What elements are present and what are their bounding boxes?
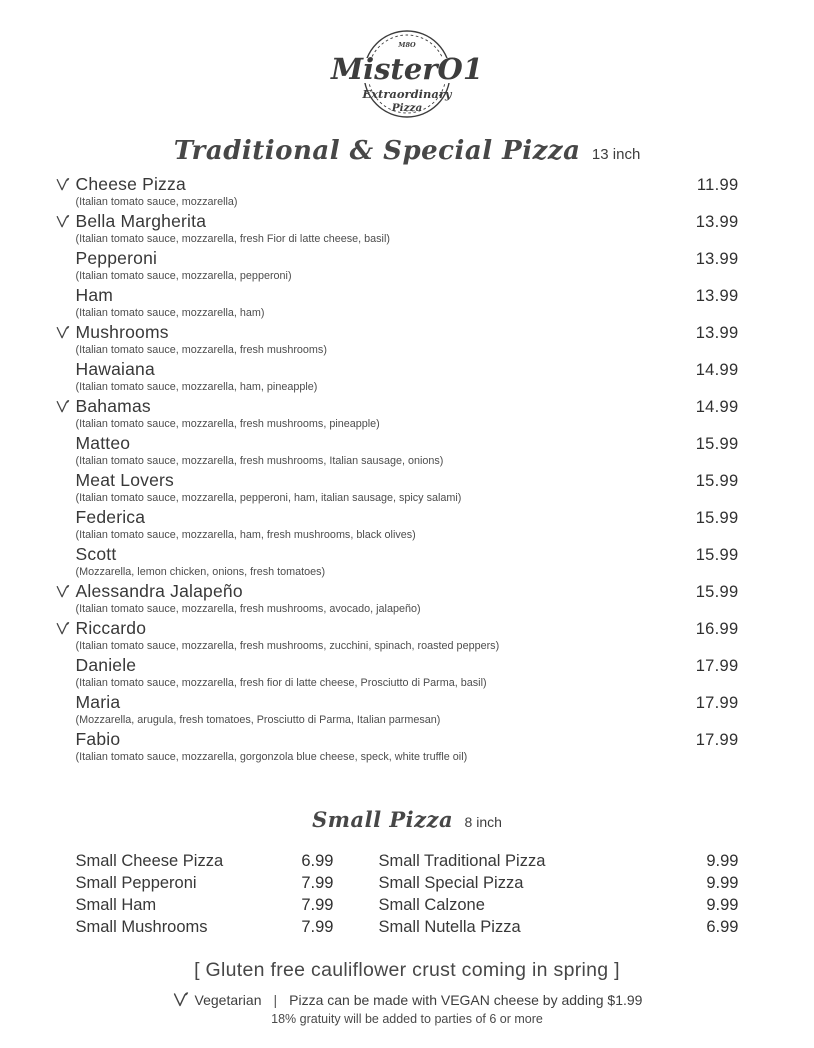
item-description: (Italian tomato sauce, mozzarella, ham) [75,307,265,319]
menu-item [76,285,739,319]
small-section-heading [0,807,814,832]
small-item-name: Small Traditional Pizza [378,852,546,870]
menu-item [76,396,739,430]
item-name: Alessandra Jalapeño [75,581,243,601]
gluten-free-note: [ Gluten free cauliflower crust coming in spring ] [194,959,620,981]
item-header [76,285,739,307]
small-item-price: 7.99 [301,918,334,936]
menu-item [76,544,739,578]
logo-tagline-1: Extraordinary [362,87,452,101]
menu-item [76,581,739,615]
item-name: Bella Margherita [75,211,207,231]
item-price: 15.99 [695,583,739,601]
small-pizza-row [76,852,334,870]
item-description: (Italian tomato sauce, mozzarella, fresh mushrooms) [75,344,327,356]
vegetarian-icon [55,621,70,636]
small-item-name: Small Nutella Pizza [378,918,521,936]
item-header [76,655,739,677]
small-item-name: Small Cheese Pizza [75,852,224,870]
vegetarian-icon [55,584,70,599]
small-item-price: 9.99 [706,896,739,914]
item-description: (Italian tomato sauce, mozzarella, ham, pineapple) [75,381,318,393]
item-description: (Italian tomato sauce, mozzarella, fresh mushrooms, pineapple) [75,418,380,430]
item-price: 13.99 [695,213,739,231]
traditional-section-size: 13 inch [591,146,641,163]
menu-item [76,655,739,689]
note-separator: | [273,991,278,1008]
restaurant-logo [0,0,814,124]
item-header [76,359,739,381]
small-item-price: 9.99 [706,874,739,892]
item-price: 17.99 [695,731,739,749]
item-name: Bahamas [75,396,151,416]
traditional-section-heading [0,136,814,166]
item-name: Fabio [75,729,121,749]
vegetarian-icon [55,177,70,192]
item-name: Ham [75,285,114,305]
item-header [76,174,739,196]
gratuity-note: 18% gratuity will be added to parties of 6 or more [271,1012,543,1026]
item-name: Riccardo [75,618,147,638]
small-item-price: 7.99 [301,874,334,892]
small-item-price: 9.99 [706,852,739,870]
item-name: Daniele [75,655,137,675]
menu-item [76,359,739,393]
item-header [76,618,739,640]
item-price: 17.99 [695,657,739,675]
menu-item [76,433,739,467]
item-header [76,433,739,455]
menu-item [76,174,739,208]
item-name: Pepperoni [75,248,158,268]
item-price: 13.99 [695,324,739,342]
menu-item [76,618,739,652]
item-price: 14.99 [695,361,739,379]
small-section-title: Small Pizza [312,807,454,832]
logo-tagline-2: Pizza [391,102,423,114]
traditional-section-title: Traditional & Special Pizza [173,136,581,166]
small-pizza-row [379,852,739,870]
small-pizza-row [379,874,739,892]
menu-item [76,470,739,504]
item-description: (Italian tomato sauce, mozzarella, pepperoni) [75,270,292,282]
small-pizza-row [76,874,334,892]
vegan-cheese-note: Pizza can be made with VEGAN cheese by adding $1.99 [289,991,643,1008]
item-description: (Italian tomato sauce, mozzarella) [75,196,238,208]
item-description: (Mozzarella, arugula, fresh tomatoes, Prosciutto di Parma, Italian parmesan) [75,714,441,726]
footer-notes [0,959,814,1026]
item-header [76,581,739,603]
item-description: (Italian tomato sauce, mozzarella, gorgonzola blue cheese, speck, white truffle oil) [75,751,468,763]
small-pizza-grid [76,852,739,936]
item-price: 15.99 [695,546,739,564]
item-header [76,396,739,418]
item-name: Scott [75,544,117,564]
vegetarian-label: Vegetarian [194,991,262,1008]
item-name: Hawaiana [75,359,155,379]
item-name: Meat Lovers [75,470,174,490]
vegetarian-icon [172,991,189,1008]
item-header [76,211,739,233]
item-header [76,729,739,751]
small-pizza-section [0,807,814,936]
small-section-size: 8 inch [464,814,502,830]
logo-name: MisterO1 [330,52,484,86]
item-header [76,322,739,344]
item-price: 17.99 [695,694,739,712]
logo-small-text: M8O [398,41,416,49]
item-header [76,692,739,714]
item-name: Cheese Pizza [75,174,186,194]
item-description: (Italian tomato sauce, mozzarella, fresh fior di latte cheese, Prosciutto di Parma, basil) [75,677,487,689]
small-pizza-row [379,896,739,914]
small-item-name: Small Pepperoni [75,874,197,892]
item-description: (Italian tomato sauce, mozzarella, pepperoni, ham, italian sausage, spicy salami) [75,492,462,504]
item-price: 15.99 [695,435,739,453]
vegetarian-icon [55,214,70,229]
menu-items [76,174,739,763]
vegetarian-icon [55,399,70,414]
item-description: (Italian tomato sauce, mozzarella, fresh Fior di latte cheese, basil) [75,233,390,245]
item-name: Mushrooms [75,322,169,342]
small-item-name: Small Special Pizza [378,874,524,892]
item-description: (Italian tomato sauce, mozzarella, fresh mushrooms, avocado, jalapeño) [75,603,421,615]
menu-item [76,692,739,726]
small-item-price: 6.99 [706,918,739,936]
item-name: Maria [75,692,121,712]
item-price: 11.99 [696,176,739,194]
item-price: 13.99 [695,287,739,305]
small-pizza-row [379,918,739,936]
item-description: (Italian tomato sauce, mozzarella, fresh mushrooms, zucchini, spinach, roasted peppers) [75,640,500,652]
vegetarian-icon [55,325,70,340]
menu-item [76,248,739,282]
item-name: Matteo [75,433,131,453]
item-header [76,248,739,270]
item-price: 16.99 [695,620,739,638]
item-description: (Italian tomato sauce, mozzarella, ham, fresh mushrooms, black olives) [75,529,416,541]
item-header [76,507,739,529]
small-item-name: Small Ham [75,896,157,914]
small-pizza-row [76,918,334,936]
menu-item [76,507,739,541]
logo-badge-icon [312,24,502,124]
small-pizza-row [76,896,334,914]
small-item-name: Small Calzone [378,896,485,914]
item-header [76,470,739,492]
small-item-name: Small Mushrooms [75,918,208,936]
menu-item [76,322,739,356]
item-header [76,544,739,566]
menu-item [76,211,739,245]
menu-item [76,729,739,763]
small-pizza-right-column [379,852,739,936]
item-price: 15.99 [695,472,739,490]
item-price: 13.99 [695,250,739,268]
small-pizza-left-column [76,852,334,936]
item-name: Federica [75,507,146,527]
item-description: (Mozzarella, lemon chicken, onions, fresh tomatoes) [75,566,326,578]
item-price: 14.99 [695,398,739,416]
vegetarian-vegan-note [0,991,814,1008]
item-description: (Italian tomato sauce, mozzarella, fresh mushrooms, Italian sausage, onions) [75,455,444,467]
small-item-price: 6.99 [301,852,334,870]
small-item-price: 7.99 [301,896,334,914]
item-price: 15.99 [695,509,739,527]
